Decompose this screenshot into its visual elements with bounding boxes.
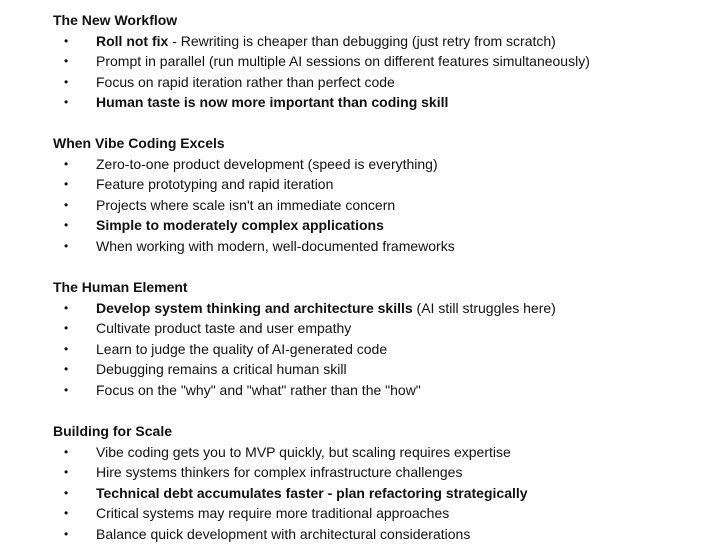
item-text — [96, 195, 395, 216]
list-item — [0, 318, 720, 339]
bullet-icon: • — [64, 95, 69, 110]
list-item — [0, 236, 720, 257]
item-plain-text: Hire systems thinkers for complex infrastructure challenges — [96, 464, 463, 481]
section-heading: The New Workflow — [53, 12, 178, 28]
list-item — [0, 483, 720, 504]
list-item — [0, 92, 720, 113]
bullet-icon: • — [64, 485, 69, 500]
list-item — [0, 442, 720, 463]
item-plain-text: Balance quick development with architectural considerations — [96, 525, 471, 542]
list-item — [0, 359, 720, 380]
bullet-icon: • — [64, 54, 69, 69]
bullet-icon: • — [64, 465, 69, 480]
list-item — [0, 524, 720, 545]
item-text — [96, 442, 511, 463]
bullet-icon: • — [64, 238, 69, 253]
bullet-icon: • — [64, 177, 69, 192]
list-item — [0, 380, 720, 401]
item-text — [96, 236, 455, 257]
bullet-icon: • — [64, 506, 69, 521]
item-plain-text: Projects where scale isn't an immediate concern — [96, 196, 396, 213]
item-bold-text: Simple to moderately complex applications — [96, 217, 384, 234]
item-text — [96, 524, 470, 545]
item-text — [96, 503, 449, 524]
item-text — [96, 483, 528, 504]
bullet-icon: • — [64, 197, 69, 212]
bullet-icon: • — [64, 33, 69, 48]
list-item — [0, 195, 720, 216]
item-bold-text: Develop system thinking and architecture skills — [96, 299, 413, 316]
list-item — [0, 72, 720, 93]
item-text — [96, 174, 333, 195]
bullet-icon: • — [64, 362, 69, 377]
item-plain-text: (AI still struggles here) — [412, 299, 556, 316]
list-item — [0, 215, 720, 236]
list-item — [0, 503, 720, 524]
bullet-icon: • — [64, 300, 69, 315]
item-bold-text: Technical debt accumulates faster - plan refactoring strategically — [96, 484, 528, 501]
bullet-icon: • — [64, 321, 69, 336]
item-plain-text: Learn to judge the quality of AI-generated code — [96, 340, 388, 357]
item-bold-text: Human taste is now more important than coding skill — [96, 94, 449, 111]
item-text — [96, 51, 590, 72]
item-plain-text: Zero-to-one product development (speed is everything) — [96, 155, 438, 172]
section-heading: When Vibe Coding Excels — [53, 135, 225, 151]
item-plain-text: Debugging remains a critical human skill — [96, 361, 347, 378]
item-bold-text: Roll not fix — [96, 32, 169, 49]
bullet-list — [0, 298, 720, 401]
item-text — [96, 462, 462, 483]
list-item — [0, 154, 720, 175]
item-text — [96, 31, 556, 52]
section-heading: Building for Scale — [53, 423, 173, 439]
bullet-list — [0, 154, 720, 257]
list-item — [0, 31, 720, 52]
bullet-icon: • — [64, 74, 69, 89]
item-plain-text: Focus on the "why" and "what" rather than the "how" — [96, 381, 421, 398]
bullet-list — [0, 442, 720, 545]
bullet-icon: • — [64, 382, 69, 397]
item-text — [96, 154, 438, 175]
list-item — [0, 51, 720, 72]
item-text — [96, 298, 556, 319]
item-text — [96, 339, 387, 360]
item-plain-text: - Rewriting is cheaper than debugging (just retry from scratch) — [168, 32, 556, 49]
list-item — [0, 462, 720, 483]
item-text — [96, 380, 421, 401]
item-plain-text: Cultivate product taste and user empathy — [96, 320, 352, 337]
section-heading: The Human Element — [53, 279, 188, 295]
bullet-icon: • — [64, 341, 69, 356]
item-text — [96, 72, 395, 93]
item-text — [96, 359, 347, 380]
bullet-icon: • — [64, 526, 69, 541]
bullet-icon: • — [64, 156, 69, 171]
item-text — [96, 318, 351, 339]
list-item — [0, 298, 720, 319]
item-plain-text: Prompt in parallel (run multiple AI sessions on different features simultaneously) — [96, 53, 590, 70]
item-plain-text: Critical systems may require more traditional approaches — [96, 505, 450, 522]
item-text — [96, 215, 384, 236]
item-plain-text: Focus on rapid iteration rather than perfect code — [96, 73, 395, 90]
item-plain-text: When working with modern, well-documented frameworks — [96, 237, 455, 254]
item-plain-text: Vibe coding gets you to MVP quickly, but scaling requires expertise — [96, 443, 511, 460]
list-item — [0, 339, 720, 360]
item-plain-text: Feature prototyping and rapid iteration — [96, 176, 334, 193]
list-item — [0, 174, 720, 195]
item-text — [96, 92, 448, 113]
bullet-list — [0, 31, 720, 113]
bullet-icon: • — [64, 218, 69, 233]
bullet-icon: • — [64, 444, 69, 459]
